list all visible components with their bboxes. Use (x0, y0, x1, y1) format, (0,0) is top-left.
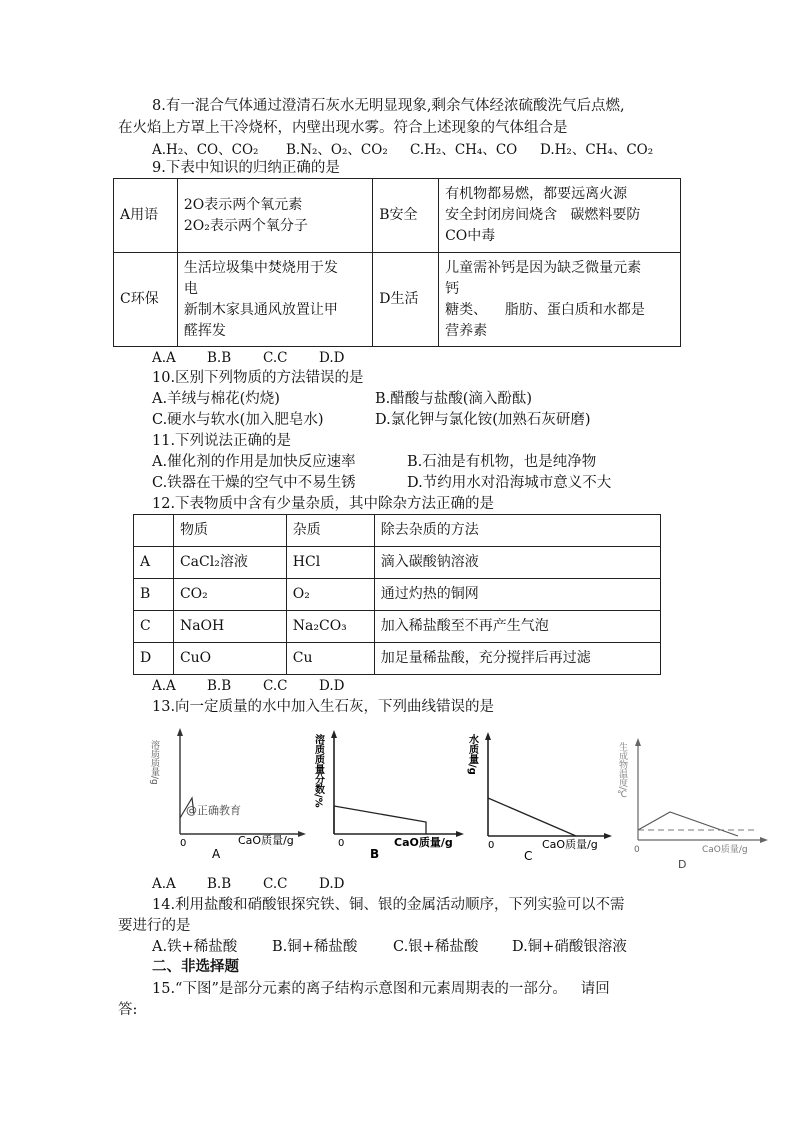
q9-d-line: 钙 (445, 280, 460, 297)
q9-b-line: CO中毒 (445, 228, 496, 244)
q10-option-c: C.硬水与软水(加入肥皂水) (152, 412, 324, 428)
q10-option-b: B.醋酸与盐酸(滴入酚酞) (375, 391, 533, 407)
q9-b-line: 有机物都易燃，都要远离火源 (445, 186, 628, 202)
q12-table (133, 514, 661, 675)
q13-graph-a-watermark: @正确教育 (186, 804, 241, 817)
q12-cell: NaOH (173, 611, 286, 643)
q13-graph-c-xlabel: CaO质量/g (542, 838, 598, 851)
q12-cell: O₂ (286, 579, 374, 611)
q12-header-impurity: 杂质 (286, 515, 374, 547)
q13-graph-d-xlabel: CaO质量/g (702, 845, 748, 855)
q9-cell-b-label: B安全 (373, 179, 439, 253)
table-row (134, 611, 661, 643)
q12-cell: HCl (286, 547, 374, 579)
q12-cell: 加足量稀盐酸，充分搅拌后再过滤 (374, 643, 660, 675)
q12-cell: CaCl₂溶液 (173, 547, 286, 579)
q9-option-a: A.A (152, 350, 176, 366)
q11-option-c: C.铁器在干燥的空气中不易生锈 (152, 475, 356, 491)
q10-option-a: A.羊绒与棉花(灼烧) (152, 391, 280, 407)
q13-option-c: C.C (263, 876, 288, 892)
q13-graph-d-ylabel: 生成物温度/℃ (617, 742, 627, 801)
q9-d-line: 营养素 (445, 322, 488, 339)
q13-option-d: D.D (319, 876, 345, 892)
q12-option-d: D.D (319, 678, 345, 694)
q12-cell: 加入稀盐酸至不再产生气泡 (374, 611, 660, 643)
q12-option-b: B.B (207, 678, 232, 694)
q13-graph-a-xlabel: CaO质量/g (238, 834, 294, 847)
q14-option-d: D.铜+硝酸银溶液 (512, 939, 627, 955)
q12-cell: B (134, 579, 174, 611)
q13-graph-b-letter: B (370, 847, 380, 861)
q12-cell: Cu (286, 643, 374, 675)
q12-cell: CO₂ (173, 579, 286, 611)
q9-cell-a-content (177, 179, 372, 253)
q13-graph-d-origin: 0 (634, 845, 640, 855)
q13-graph-c-ylabel: 水质量/g (466, 734, 478, 775)
q13-option-a: A.A (152, 876, 176, 892)
q9-cell-a-label: A用语 (114, 179, 178, 253)
section-heading: 二、非选择题 (152, 958, 239, 975)
q8-option-b: B.N₂、O₂、CO₂ (286, 142, 388, 158)
q14-option-b: B.铜+稀盐酸 (272, 939, 358, 955)
q12-header-method: 除去杂质的方法 (374, 515, 660, 547)
q8-stem-line2: 在火焰上方罩上干冷烧杯，内壁出现水雾。符合上述现象的气体组合是 (118, 120, 568, 136)
q9-c-line: 电 (183, 280, 198, 297)
q12-cell: 滴入碳酸钠溶液 (374, 547, 660, 579)
q9-b-line: 安全封闭房间烧含 碳燃料要防 (445, 207, 641, 223)
q11-option-a: A.催化剂的作用是加快反应速率 (152, 454, 356, 470)
q9-c-line: 醛挥发 (183, 322, 226, 339)
q11-option-d: D.节约用水对沿海城市意义不大 (407, 475, 612, 491)
q13-graph-c-origin: 0 (488, 840, 495, 851)
table-row (134, 643, 661, 675)
q9-c-line: 新制木家具通风放置让甲 (183, 301, 338, 318)
q8-stem-line1: 8.有一混合气体通过澄清石灰水无明显现象,剩余气体经浓硫酸洗气后点燃, (152, 98, 625, 114)
q10-stem: 10.区别下列物质的方法错误的是 (152, 370, 364, 386)
table-row (134, 579, 661, 611)
q13-graph-b-origin: 0 (338, 838, 345, 849)
q13-graph-a (140, 722, 310, 862)
q10-option-d: D.氯化钾与氯化铵(加熟石灰研磨) (375, 412, 591, 428)
q13-graph-b-xlabel: CaO质量/g (394, 836, 453, 849)
q12-header-substance: 物质 (173, 515, 286, 547)
q9-option-c: C.C (263, 350, 288, 366)
q12-cell: CuO (173, 643, 286, 675)
q9-d-line: 糖类、 脂肪、蛋白质和水都是 (445, 301, 645, 318)
q14-option-c: C.银+稀盐酸 (393, 939, 479, 955)
q9-a-line: 2O表示两个氧元素 (183, 196, 303, 213)
q11-option-b: B.石油是有机物，也是纯净物 (407, 454, 597, 470)
q12-stem: 12.下表物质中含有少量杂质，其中除杂方法正确的是 (152, 496, 495, 512)
q13-graph-c (466, 722, 616, 862)
q13-graph-d-letter: D (678, 858, 687, 871)
q13-graph-a-origin: 0 (180, 838, 187, 849)
q9-cell-d-label: D生活 (373, 253, 439, 347)
q9-cell-c-content (177, 253, 372, 347)
q13-graph-b-ylabel: 溶质质量分数/% (312, 734, 324, 808)
q14-stem-line2: 要进行的是 (118, 918, 191, 934)
q12-cell: 通过灼热的铜网 (374, 579, 660, 611)
q13-graph-a-letter: A (212, 847, 221, 861)
q9-c-line: 生活垃圾集中焚烧用于发 (183, 259, 338, 276)
q13-option-b: B.B (207, 876, 232, 892)
q15-stem-line2: 答: (118, 1002, 138, 1018)
q9-stem: 9.下表中知识的归纳正确的是 (152, 160, 340, 176)
q9-cell-d-content (439, 253, 681, 347)
q9-a-line: 2O₂表示两个氧分子 (183, 217, 308, 234)
table-row (134, 547, 661, 579)
q12-cell: A (134, 547, 174, 579)
q9-d-line: 儿童需补钙是因为缺乏微量元素 (445, 259, 642, 276)
q9-table (113, 178, 681, 347)
q8-option-d: D.H₂、CH₄、CO₂ (540, 142, 654, 158)
q9-cell-b-content (439, 179, 681, 253)
q9-option-b: B.B (207, 350, 232, 366)
q8-option-a: A.H₂、CO、CO₂ (152, 142, 259, 158)
q12-header-blank (134, 515, 174, 547)
q13-graph-c-letter: C (524, 849, 533, 863)
q12-option-c: C.C (263, 678, 288, 694)
q14-stem-line1: 14.利用盐酸和硝酸银探究铁、铜、银的金属活动顺序，下列实验可以不需 (152, 897, 625, 913)
q12-cell: D (134, 643, 174, 675)
q13-graph-a-ylabel: 溶质质量/g (149, 740, 159, 785)
q13-stem: 13.向一定质量的水中加入生石灰，下列曲线错误的是 (152, 699, 495, 715)
q8-option-c: C.H₂、CH₄、CO (410, 142, 518, 158)
q13-graph-b (308, 722, 468, 862)
q13-graph-d (618, 722, 770, 872)
q12-option-a: A.A (152, 678, 176, 694)
q12-cell: Na₂CO₃ (286, 611, 374, 643)
q11-stem: 11.下列说法正确的是 (152, 433, 292, 449)
q9-option-d: D.D (319, 350, 345, 366)
q12-cell: C (134, 611, 174, 643)
q15-stem-line1: 15.“下图”是部分元素的离子结构示意图和元素周期表的一部分。 请回 (152, 981, 610, 997)
q14-option-a: A.铁+稀盐酸 (152, 939, 238, 955)
q9-cell-c-label: C环保 (114, 253, 178, 347)
